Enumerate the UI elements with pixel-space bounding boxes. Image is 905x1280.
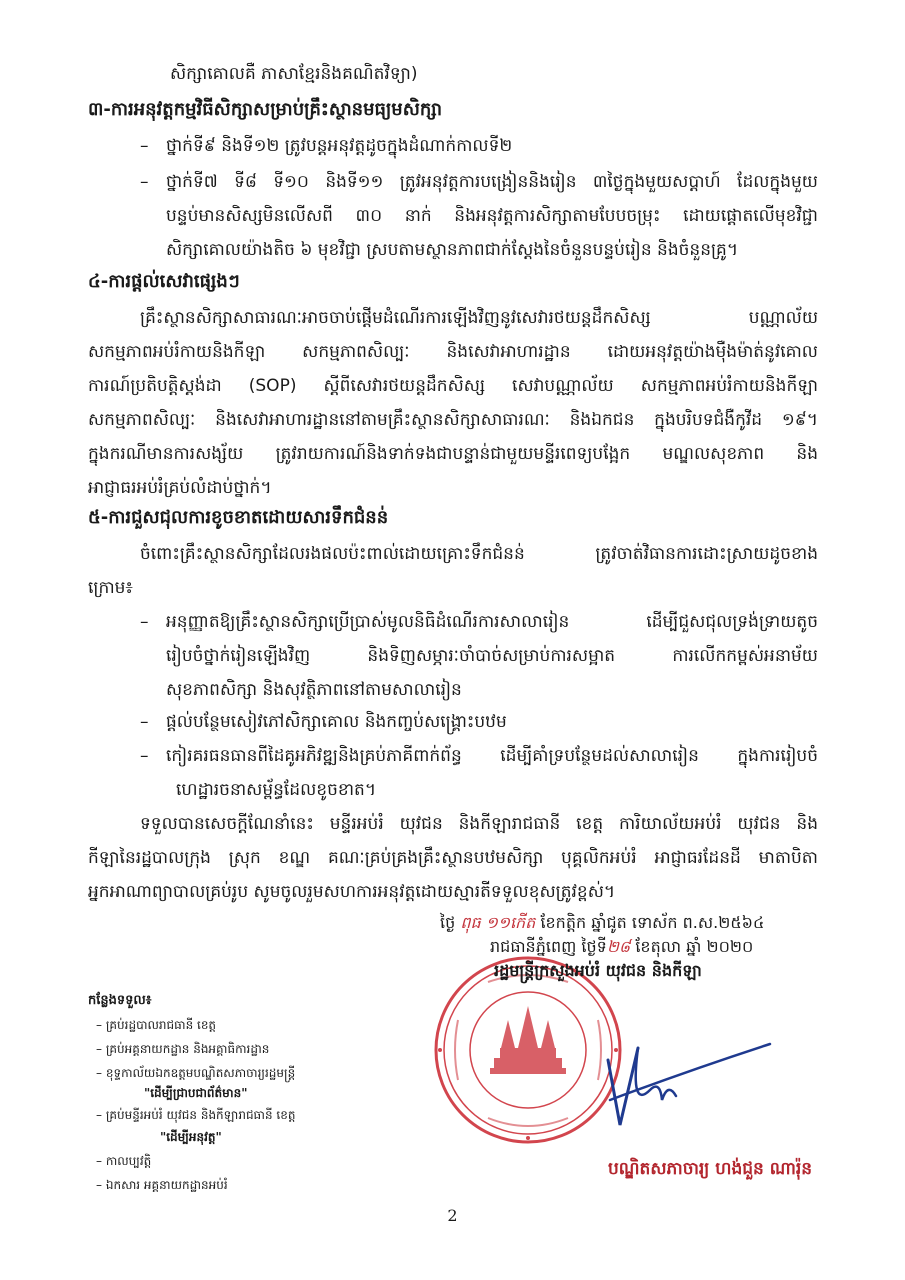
section-4-paragraph-line-3: ការណ៍ប្រតិបត្តិស្តង់ដា (SOP) ស្តីពីសេវារថយន្តដឹកសិស្ស សេវាបណ្ណាល័យ សកម្មភាពអប់រំកាយនិងកីឡា xyxy=(88,376,818,396)
section-4-paragraph-line-5: ក្នុងករណីមានការសង្ស័យ ត្រូវរាយការណ៍និងទាក់ទងជាបន្ទាន់ជាមួយមន្ទីរពេទ្យបង្អែក មណ្ឌលសុខភាព និង xyxy=(88,444,818,464)
signatory-title: រដ្ឋមន្ត្រីក្រសួងអប់រំ យុវជន និងកីឡា xyxy=(494,961,702,980)
recipient-item: – គ្រប់រដ្ឋបាលរាជធានី ខេត្ត xyxy=(96,1018,217,1032)
closing-line-2: កីឡានៃរដ្ឋបាលក្រុង ស្រុក ខណ្ឌ គណៈគ្រប់គ្រងគ្រឹះស្ថានបឋមសិក្សា បុគ្គលិកអប់រំ អាជ្ញាធរដែនដី មាតាបិតា xyxy=(88,848,818,868)
section-5-paragraph-line-2: ក្រោម៖ xyxy=(88,578,133,598)
closing-line-1: ទទួលបានសេចក្តីណែនាំនេះ មន្ទីរអប់រំ យុវជន និងកីឡារាជធានី ខេត្ត ការិយាល័យអប់រំ យុវជន និង xyxy=(140,814,818,834)
section-5-bullet-2: ផ្តល់បន្ថែមសៀវភៅសិក្សាគោល និងកញ្ចប់សង្គ្រោះបឋម xyxy=(166,712,507,732)
recipient-item: – កាលប្បវត្តិ xyxy=(96,1154,152,1168)
section-3-heading: ៣-ការអនុវត្តកម្មវិធីសិក្សាសម្រាប់គ្រឹះស្ថានមធ្យមសិក្សា xyxy=(88,99,443,120)
lunar-date xyxy=(440,912,764,934)
dash-bullet-icon: – xyxy=(140,172,149,192)
section-5-heading: ៥-ការជួសជុលការខូចខាតដោយសារទឹកជំនន់ xyxy=(88,507,389,528)
section-4-heading: ៤-ការផ្តល់សេវាផ្សេងៗ xyxy=(88,271,240,292)
section-5-bullet-1-line-1: អនុញ្ញាតឱ្យគ្រឹះស្ថានសិក្សាប្រើប្រាស់មូលនិធិដំណើរការសាលារៀន ដើម្បីជួសជុលទ្រង់ទ្រាយតូច xyxy=(166,612,818,632)
recipient-item: – ឯកសារ អគ្គនាយកដ្ឋានអប់រំ xyxy=(96,1178,228,1192)
section-5-bullet-1-line-3: សុខភាពសិក្សា និងសុវត្ថិភាពនៅតាមសាលារៀន xyxy=(166,680,462,700)
solar-date-prefix: រាជធានីភ្នំពេញ ថ្ងៃទី xyxy=(490,937,607,956)
section-3-bullet-2-line-2: បន្ទប់មានសិស្សមិនលើសពី ៣០ នាក់ និងអនុវត្តការសិក្សាតាមបែបចម្រុះ ដោយផ្តោតលើមុខវិជ្ជា xyxy=(166,206,818,226)
lunar-date-rest: ខែកត្តិក ឆ្នាំជូត ទោស័ក ព.ស.២៥៦៤ xyxy=(540,913,765,932)
recipient-item: – គ្រប់មន្ទីរអប់រំ យុវជន និងកីឡារាជធានី ខេត្ត xyxy=(96,1108,296,1122)
continuation-line: សិក្សាគោលគឺ ភាសាខ្មែរនិងគណិតវិទ្យា) xyxy=(170,64,418,84)
section-4-paragraph-line-2: សកម្មភាពអប់រំកាយនិងកីឡា សកម្មភាពសិល្បៈ និងសេវាអាហារដ្ឋាន ដោយអនុវត្តយ៉ាងម៉ឺងម៉ាត់នូវគោល xyxy=(88,342,818,362)
section-4-paragraph-line-6: អាជ្ញាធរអប់រំគ្រប់លំដាប់ថ្នាក់។ xyxy=(88,478,272,498)
section-4-paragraph-line-4: សកម្មភាពសិល្បៈ និងសេវាអាហារដ្ឋាននៅតាមគ្រឹះស្ថានសិក្សាសាធារណៈ និងឯកជន ក្នុងបរិបទជំងឺកូវីដ ១៩។ xyxy=(88,410,818,430)
page-number: 2 xyxy=(447,1206,458,1225)
recipient-item: – គ្រប់អគ្គនាយកដ្ឋាន និងអគ្គាធិការដ្ឋាន xyxy=(96,1042,270,1056)
recipient-note: "ដើម្បីអនុវត្ត" xyxy=(160,1130,222,1144)
recipients-title: កន្លែងទទួល៖ xyxy=(88,993,152,1008)
section-5-bullet-1-line-2: រៀបចំថ្នាក់រៀនឡើងវិញ និងទិញសម្ភារៈចាំបាច់សម្រាប់ការសម្អាត ការលើកកម្ពស់អនាម័យ xyxy=(166,646,818,666)
lunar-date-handwritten: ពុធ ១១កើត xyxy=(460,913,536,932)
section-3-bullet-2-line-1: ថ្នាក់ទី៧ ទី៨ ទី១០ និងទី១១ ត្រូវអនុវត្តការបង្រៀននិងរៀន ៣ថ្ងៃក្នុងមួយសប្តាហ៍ ដែលក្នុងមួយ xyxy=(166,172,818,192)
closing-line-3: អ្នកអាណាព្យាបាលគ្រប់រូប សូមចូលរួមសហការអនុវត្តដោយស្មារតីទទួលខុសត្រូវខ្ពស់។ xyxy=(88,882,616,902)
recipient-item: – ខុទ្ទកាល័យឯកឧត្តមបណ្ឌិតសភាចារ្យរដ្ឋមន្ត្រី xyxy=(96,1066,296,1080)
solar-date-rest: ខែតុលា ឆ្នាំ ២០២០ xyxy=(635,937,754,956)
dash-bullet-icon: – xyxy=(140,612,149,632)
recipient-note: "ដើម្បីជ្រាបជាព័ត៌មាន" xyxy=(144,1086,248,1100)
section-4-paragraph-line-1: គ្រឹះស្ថានសិក្សាសាធារណៈអាចចាប់ផ្តើមដំណើរការឡើងវិញនូវសេវារថយន្តដឹកសិស្ស បណ្ណាល័យ xyxy=(140,308,818,328)
section-5-bullet-3-line-2: ហេដ្ឋារចនាសម្ព័ន្ធដែលខូចខាត។ xyxy=(176,780,377,800)
section-3-bullet-1: ថ្នាក់ទី៩ និងទី១២ ត្រូវបន្តអនុវត្តដូចក្នុងដំណាក់កាលទី២ xyxy=(166,136,513,156)
lunar-date-prefix: ថ្ងៃ xyxy=(440,913,456,932)
dash-bullet-icon: – xyxy=(140,136,149,156)
section-5-paragraph-line-1: ចំពោះគ្រឹះស្ថានសិក្សាដែលរងផលប៉ះពាល់ដោយគ្រោះទឹកជំនន់ ត្រូវចាត់វិធានការដោះស្រាយដូចខាង xyxy=(140,544,818,564)
solar-date-handwritten: ២៨ xyxy=(606,937,631,956)
section-3-bullet-2-line-3: សិក្សាគោលយ៉ាងតិច ៦ មុខវិជ្ជា ស្របតាមស្ថានភាពជាក់ស្តែងនៃចំនួនបន្ទប់រៀន និងចំនួនគ្រូ។ xyxy=(166,240,739,260)
signer-name: បណ្ឌិតសភាចារ្យ ហង់ជួន ណារ៉ុន xyxy=(608,1159,813,1179)
dash-bullet-icon: – xyxy=(140,746,149,766)
section-5-bullet-3-line-1: កៀរគរធនធានពីដៃគូអភិវឌ្ឍនិងគ្រប់ភាគីពាក់ព័ន្ធ ដើម្បីគាំទ្របន្ថែមដល់សាលារៀន ក្នុងការរៀបចំ xyxy=(166,746,818,766)
dash-bullet-icon: – xyxy=(140,712,149,732)
handwritten-signature-icon xyxy=(590,1030,780,1140)
